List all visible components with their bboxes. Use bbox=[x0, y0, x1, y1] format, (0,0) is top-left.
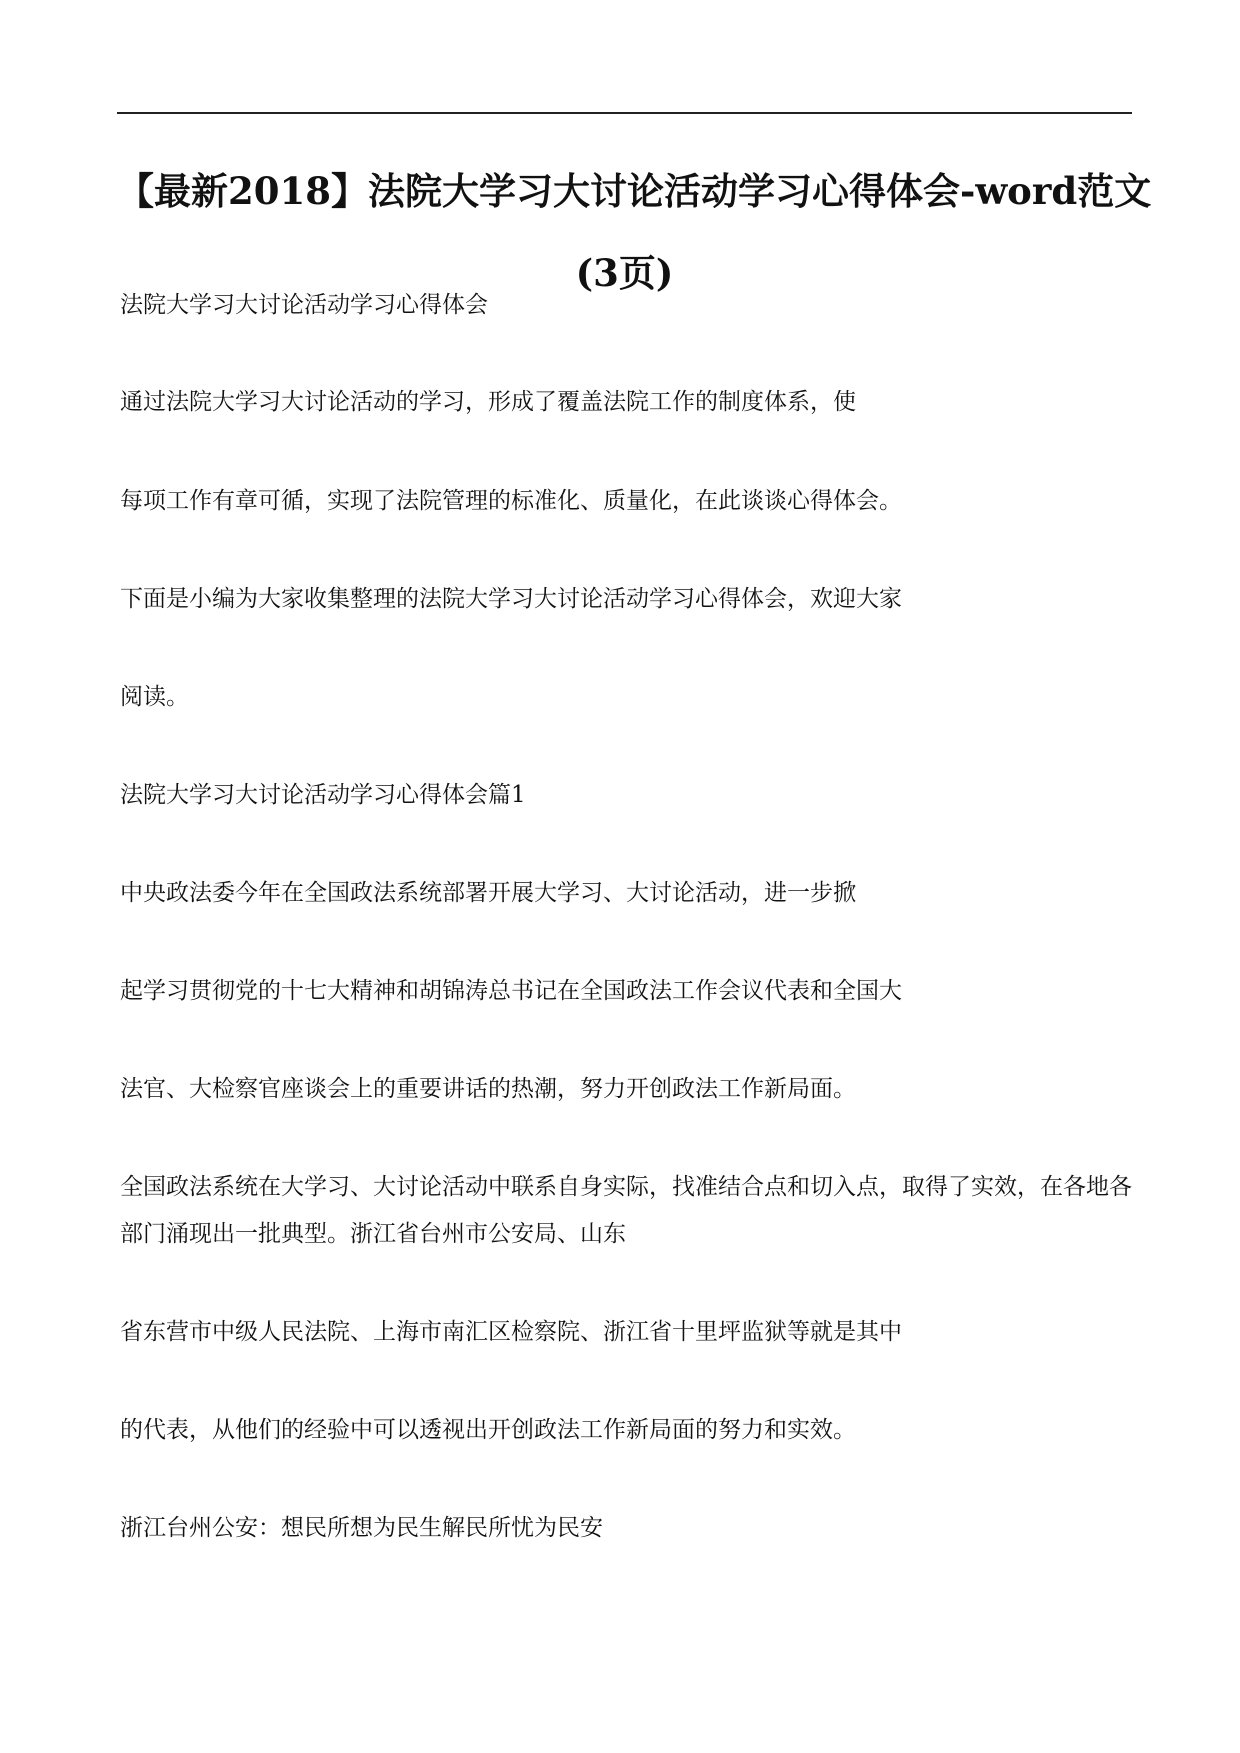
paragraph-heading: 浙江台州公安：想民所想为民生解民所忧为民安 bbox=[120, 1515, 603, 1541]
paragraph: 的代表，从他们的经验中可以透视出开创政法工作新局面的努力和实效。 bbox=[120, 1417, 856, 1443]
paragraph: 省东营市中级人民法院、上海市南汇区检察院、浙江省十里坪监狱等就是其中 bbox=[120, 1319, 902, 1345]
paragraph: 起学习贯彻党的十七大精神和胡锦涛总书记在全国政法工作会议代表和全国大 bbox=[120, 978, 902, 1004]
paragraph: 法官、大检察官座谈会上的重要讲话的热潮，努力开创政法工作新局面。 bbox=[120, 1076, 856, 1102]
header-rule bbox=[117, 112, 1132, 114]
paragraph: 中央政法委今年在全国政法系统部署开展大学习、大讨论活动，进一步掀 bbox=[120, 880, 856, 906]
paragraph: 阅读。 bbox=[120, 684, 189, 710]
paragraph: 全国政法系统在大学习、大讨论活动中联系自身实际，找准结合点和切入点，取得了实效，在各地各部门涌现出一批典型。浙江省台州市公安局、山东 bbox=[120, 1174, 1132, 1247]
paragraph-heading: 法院大学习大讨论活动学习心得体会 bbox=[120, 292, 488, 318]
title-line-1: 【最新2018】法院大学习大讨论活动学习心得体会-word范文 bbox=[117, 169, 1152, 213]
paragraph-heading: 法院大学习大讨论活动学习心得体会篇1 bbox=[120, 782, 526, 808]
title-line-2: (3页) bbox=[575, 251, 674, 295]
paragraph: 通过法院大学习大讨论活动的学习，形成了覆盖法院工作的制度体系，使 bbox=[120, 389, 856, 415]
paragraph: 下面是小编为大家收集整理的法院大学习大讨论活动学习心得体会，欢迎大家 bbox=[120, 586, 902, 612]
paragraph: 每项工作有章可循，实现了法院管理的标准化、质量化，在此谈谈心得体会。 bbox=[120, 488, 902, 514]
